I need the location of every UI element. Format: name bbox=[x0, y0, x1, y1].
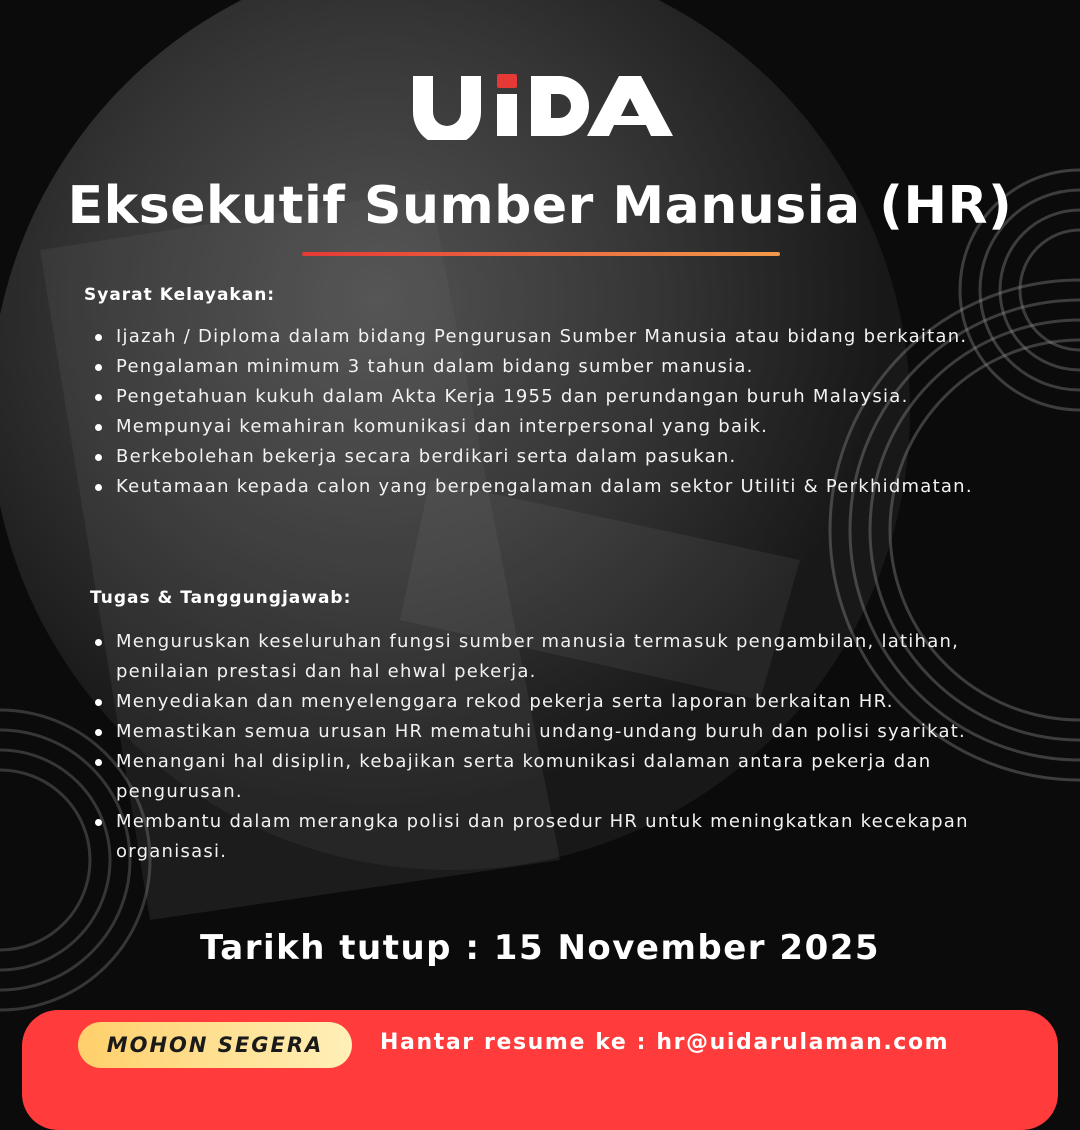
uida-logo-icon bbox=[405, 70, 675, 140]
list-item: Pengalaman minimum 3 tahun dalam bidang sumber manusia. bbox=[94, 352, 994, 382]
closing-date: Tarikh tutup : 15 November 2025 bbox=[199, 928, 881, 968]
duties-list bbox=[94, 627, 994, 867]
list-item: Menyediakan dan menyelenggara rekod pekerja serta laporan berkaitan HR. bbox=[94, 687, 994, 717]
list-item: Menangani hal disiplin, kebajikan serta komunikasi dalaman antara pekerja dan pengurusan. bbox=[94, 747, 994, 807]
list-item: Keutamaan kepada calon yang berpengalaman dalam sektor Utiliti & Perkhidmatan. bbox=[94, 472, 994, 502]
duties-heading: Tugas & Tanggungjawab: bbox=[90, 588, 352, 608]
title-underline bbox=[302, 252, 780, 256]
company-logo bbox=[0, 70, 1080, 140]
list-item: Berkebolehan bekerja secara berdikari serta dalam pasukan. bbox=[94, 442, 994, 472]
list-item: Pengetahuan kukuh dalam Akta Kerja 1955 dan perundangan buruh Malaysia. bbox=[94, 382, 994, 412]
send-resume-text bbox=[380, 1030, 949, 1055]
email-link[interactable]: hr@uidarulaman.com bbox=[656, 1030, 950, 1055]
requirements-list bbox=[94, 322, 994, 502]
list-item: Menguruskan keseluruhan fungsi sumber manusia termasuk pengambilan, latihan, penilaian prestasi dan hal ehwal pekerja. bbox=[94, 627, 994, 687]
list-item: Memastikan semua urusan HR mematuhi undang-undang buruh dan polisi syarikat. bbox=[94, 717, 994, 747]
apply-now-button[interactable]: MOHON SEGERA bbox=[78, 1022, 352, 1068]
requirements-heading: Syarat Kelayakan: bbox=[84, 285, 276, 305]
list-item: Membantu dalam merangka polisi dan prosedur HR untuk meningkatkan kecekapan organisasi. bbox=[94, 807, 994, 867]
job-title: Eksekutif Sumber Manusia (HR) bbox=[67, 176, 1013, 236]
send-resume-prefix: Hantar resume ke : bbox=[380, 1030, 657, 1055]
list-item: Mempunyai kemahiran komunikasi dan interpersonal yang baik. bbox=[94, 412, 994, 442]
list-item: Ijazah / Diploma dalam bidang Pengurusan Sumber Manusia atau bidang berkaitan. bbox=[94, 322, 994, 352]
